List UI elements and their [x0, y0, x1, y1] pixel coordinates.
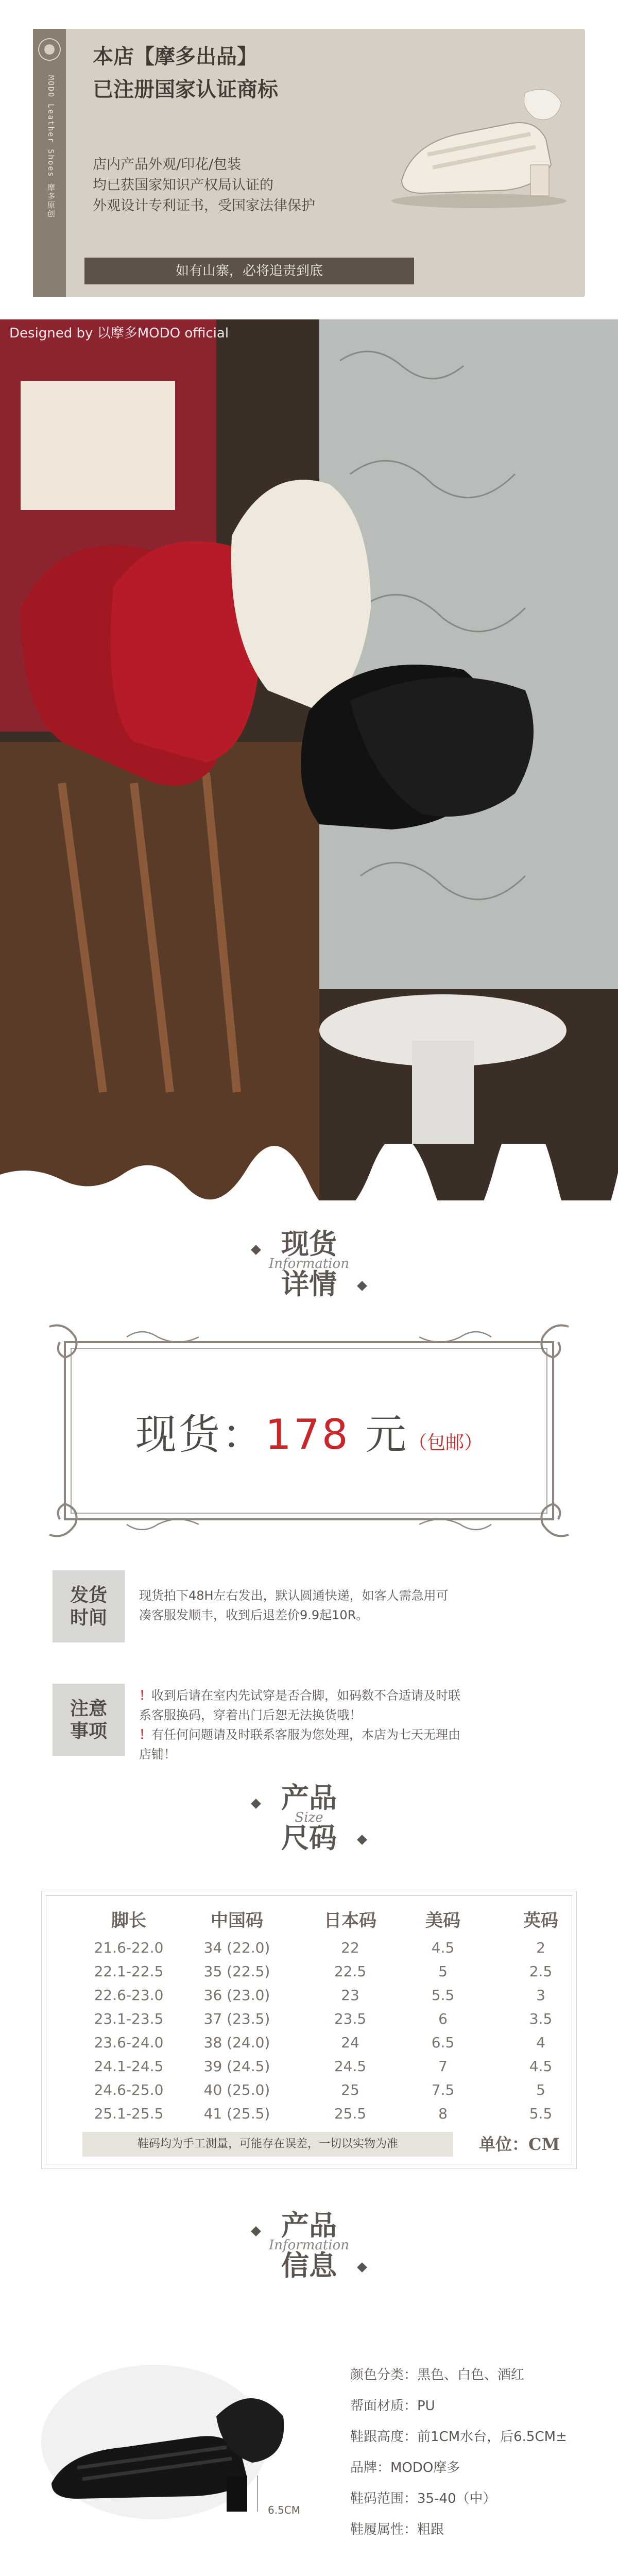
attribute-item: 鞋履属性：粗跟 — [350, 2522, 444, 2537]
size-table-cell: 37 (23.5) — [203, 2010, 270, 2027]
size-table-cell: 5 — [438, 1963, 448, 1980]
size-table-cell: 4.5 — [529, 2058, 553, 2075]
notice-item: 系客服换码，穿着出门后恕无法换货哦！ — [139, 1708, 362, 1722]
product-info-image — [21, 2339, 330, 2555]
attribute-list — [350, 2360, 567, 2545]
size-table-cell: 5 — [536, 2081, 545, 2098]
size-table-cell: 41 (25.5) — [203, 2105, 270, 2122]
stock-heading-script: Information — [268, 1256, 350, 1272]
price-note: （包邮） — [408, 1432, 483, 1453]
size-heading-line1: 产品 — [281, 1781, 337, 1814]
size-table-cell: 38 (24.0) — [203, 2034, 270, 2051]
size-table-cell: 7 — [438, 2058, 448, 2075]
size-table-header: 脚长 — [111, 1910, 146, 1931]
price-display — [44, 1401, 574, 1461]
brand-body-line: 均已获国家知识产权局认证的 — [93, 177, 273, 193]
size-table-cell: 25.5 — [334, 2105, 367, 2122]
size-table-cell: 24.6-25.0 — [94, 2081, 164, 2098]
hero-photo — [0, 319, 618, 1200]
info-heading-line1: 产品 — [281, 2209, 337, 2242]
attribute-item: 颜色分类：黑色、白色、酒红 — [350, 2367, 525, 2383]
size-table-header: 中国码 — [211, 1910, 263, 1931]
size-table-cell: 40 (25.0) — [203, 2081, 270, 2098]
notice-tag-line1: 注意 — [70, 1698, 107, 1719]
size-table-cell: 34 (22.0) — [203, 1939, 270, 1956]
size-table-cell: 22 — [341, 1939, 359, 1956]
size-table-cell: 21.6-22.0 — [94, 1939, 164, 1956]
attribute-item: 帮面材质：PU — [350, 2398, 435, 2414]
notice-tag — [53, 1684, 125, 1756]
ship-text-line: 现货拍下48H左右发出，默认圆通快递，如客人需急用可 — [139, 1588, 449, 1603]
notice-mark: ！ — [139, 1727, 151, 1742]
brand-body — [93, 155, 315, 216]
info-heading — [232, 2210, 386, 2287]
size-table-cell: 23 — [341, 1987, 359, 2004]
size-table-cell: 22.6-23.0 — [94, 1987, 164, 2004]
ship-tag — [53, 1570, 125, 1642]
size-table-cell: 6.5 — [431, 2034, 455, 2051]
size-table-header: 日本码 — [324, 1910, 376, 1931]
torn-paper-edge — [0, 1144, 618, 1211]
size-table-cell: 22.5 — [334, 1963, 367, 1980]
brand-title-line1: 本店【摩多出品】 — [93, 45, 258, 69]
size-table-cell: 3.5 — [529, 2010, 553, 2027]
notice-text — [139, 1686, 460, 1764]
size-table — [41, 1891, 577, 2169]
brand-side-strip — [33, 29, 66, 297]
price-label: 现货： — [135, 1411, 265, 1459]
notice-item: ！收到后请在室内先试穿是否合脚，如码数不合适请及时联 — [139, 1688, 460, 1703]
size-table-header: 美码 — [425, 1910, 460, 1931]
notice-mark: ！ — [139, 1688, 151, 1703]
size-table-cell: 3 — [536, 1987, 545, 2004]
info-heading-line2: 信息 — [281, 2249, 337, 2282]
heel-height-label: 6.5CM — [268, 2504, 301, 2516]
stock-heading-line1: 现货 — [281, 1227, 337, 1260]
brand-shoe-image — [381, 62, 577, 216]
size-table-cell: 22.1-22.5 — [94, 1963, 164, 1980]
size-table-cell: 23.5 — [334, 2010, 367, 2027]
notice-item: ！有任何问题请及时联系客服为您处理，本店为七天无理由 — [139, 1727, 460, 1742]
attribute-item: 鞋码范围：35-40（中） — [350, 2491, 496, 2506]
size-table-cell: 39 (24.5) — [203, 2058, 270, 2075]
size-table-cell: 2 — [536, 1939, 545, 1956]
attribute-item: 品牌：MODO摩多 — [350, 2460, 460, 2476]
photo-watermark: Designed by 以摩多MODO official — [9, 326, 229, 341]
size-note: 鞋码均为手工测量，可能存在误差，一切以实物为准 — [82, 2132, 453, 2157]
brand-body-line: 店内产品外观/印花/包装 — [93, 157, 242, 173]
brand-section — [0, 0, 618, 319]
notice-tag-line2: 事项 — [70, 1720, 107, 1742]
size-table-header: 英码 — [523, 1910, 558, 1931]
size-table-cell: 4.5 — [431, 1939, 455, 1956]
price-unit: 元 — [350, 1411, 409, 1459]
notice-item: 店铺！ — [139, 1747, 176, 1761]
ship-tag-line2: 时间 — [70, 1607, 107, 1629]
size-table-cell: 24 — [341, 2034, 359, 2051]
size-table-cell: 25 — [341, 2081, 359, 2098]
size-table-cell: 6 — [438, 2010, 448, 2027]
brand-title-line2: 已注册国家认证商标 — [93, 78, 278, 101]
brand-vertical-text: MODO Leather Shoes 摩多原创 — [46, 75, 56, 218]
size-table-cell: 4 — [536, 2034, 545, 2051]
brand-title — [93, 40, 278, 106]
size-table-cell: 25.1-25.5 — [94, 2105, 164, 2122]
size-table-cell: 35 (22.5) — [203, 1963, 270, 1980]
size-table-cell: 7.5 — [431, 2081, 455, 2098]
stock-heading-line2: 详情 — [281, 1267, 337, 1300]
ship-text-line: 凑客服发顺丰，收到后退差价9.9起10R。 — [139, 1608, 369, 1622]
size-table-cell: 24.5 — [334, 2058, 367, 2075]
ship-text — [139, 1586, 449, 1625]
info-heading-script: Information — [268, 2238, 350, 2253]
price-value: 178 — [265, 1411, 350, 1459]
size-table-cell: 36 (23.0) — [203, 1987, 270, 2004]
size-table-cell: 5.5 — [431, 1987, 455, 2004]
size-heading — [232, 1783, 386, 1860]
ship-tag-line1: 发货 — [70, 1584, 107, 1606]
size-table-cell: 8 — [438, 2105, 448, 2122]
size-table-cell: 24.1-24.5 — [94, 2058, 164, 2075]
hero-photo-image — [0, 319, 618, 1200]
brand-warning-bar: 如有山寨，必将追责到底 — [84, 258, 414, 284]
brand-body-line: 外观设计专利证书，受国家法律保护 — [93, 198, 315, 214]
brand-seal-icon — [38, 38, 61, 61]
size-unit: 单位：CM — [479, 2134, 560, 2154]
size-heading-line2: 尺码 — [281, 1821, 337, 1854]
size-table-cell: 5.5 — [529, 2105, 553, 2122]
attribute-item: 鞋跟高度：前1CM水台，后6.5CM± — [350, 2429, 567, 2445]
size-table-cell: 23.1-23.5 — [94, 2010, 164, 2027]
size-heading-script: Size — [295, 1810, 323, 1825]
size-table-cell: 23.6-24.0 — [94, 2034, 164, 2051]
stock-heading — [232, 1229, 386, 1306]
size-table-cell: 2.5 — [529, 1963, 553, 1980]
